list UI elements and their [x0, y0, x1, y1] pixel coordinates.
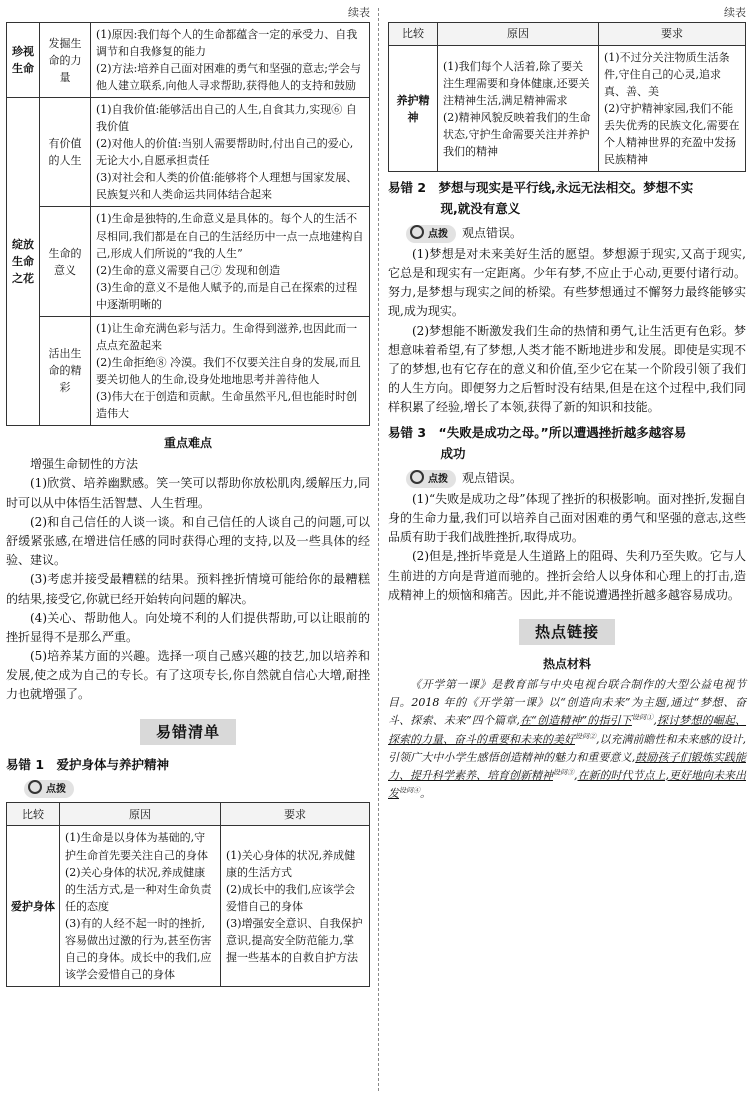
col-header: 比较: [7, 803, 60, 826]
paragraph: (3)考虑并接受最糟糕的结果。预料挫折情境可能给你的最糟糕的结果,接受它,你就已经开始转向问题的解决。: [6, 572, 370, 606]
error2-title: 易错 2 梦想与现实是平行线,永远无法相交。梦想不实 现,就没有意义: [388, 180, 694, 216]
cell-content: (1)原因:我们每个人的生命都蕴含一定的承受力、自我调节和自我修复的能力 (2)方法:培养自己面对困难的勇气和坚强的意志;学会与他人建立联系,向他人寻求帮助,获得他人的支持和鼓励: [91, 23, 370, 98]
left-column: [6, 0, 370, 987]
sub-label: 生命的意义: [40, 207, 91, 316]
right-column: [388, 0, 746, 803]
paragraph: (2)梦想能不断激发我们生命的热情和勇气,让生活更有色彩。梦想意味着希望,有了梦想,人类才能不断地进步和发展。即使是实现不了的梦想,也有它存在的意义和价值,至少它在某一个阶段引领了我们的人生方向。即便努力之后暂时没有结果,但是在这个过程中,我们同样积累了经验,增长了本领,获得了新的知识和技能。: [388, 323, 746, 415]
sub-label: 活出生命的精彩: [40, 316, 91, 425]
paragraph: (2)和自己信任的人谈一谈。和自己信任的人谈自己的问题,可以舒缓紧张感,在增进信任感的同时获得心理的支持,以及一些具体的经验、建议。: [6, 514, 370, 568]
bulb-icon: [410, 470, 424, 484]
error3-title: 易错 3 “失败是成功之母。”所以遭遇挫折越多越容易 成功: [388, 425, 687, 462]
cell-content: (1)关心身体的状况,养成健康的生活方式 (2)成长中的我们,应该学会爱惜自己的身体 (3)增强安全意识、自我保护意识,提高安全防范能力,掌握一些基本的自救自护方法: [221, 826, 370, 986]
col-header: 原因: [60, 803, 221, 826]
tip-badge: 点拨: [24, 780, 74, 798]
badge-row: [388, 224, 746, 243]
key-points-heading: 增强生命韧性的方法: [30, 457, 139, 472]
mistakes-banner: 易错清单: [140, 719, 236, 745]
cell-content: (1)自我价值:能够活出自己的人生,自食其力,实现⑥ 自我价值 (2)对他人的价值:当别人需要帮助时,付出自己的爱心,无论大小,自愿承担责任 (3)对社会和人类的价值:能够将个人理想与国家发展、民族复兴和人类命运共同体结合起来: [91, 98, 370, 207]
paragraph: (1)欣赏、培养幽默感。笑一笑可以帮助你放松肌肉,缓解压力,同时可以从中体悟生活智慧、人生哲理。: [6, 476, 370, 510]
cell-content: (1)生命是独特的,生命意义是具体的。每个人的生活不尽相同,我们都是在自己的生活经历中一点一点地建构自己,形成人们所说的“我的人生” (2)生命的意义需要自己⑦ 发现和创造 (3)生命的意义不是他人赋予的,而是自己在探索的过程中逐渐明晰的: [91, 207, 370, 316]
badge-note: 观点错误。: [462, 225, 523, 240]
table-row: [7, 98, 370, 207]
continued-table: [388, 22, 746, 172]
paragraph: (4)关心、帮助他人。向处境不利的人们提供帮助,可以让眼前的挫折显得不是那么严重。: [6, 610, 370, 644]
tip-badge: 点拨: [406, 225, 456, 243]
cell-content: (1)我们每个人活着,除了要关注生理需要和身体健康,还要关注精神生活,满足精神需求 (2)精神风貌反映着我们的生命状态,守护生命需要关注并养护我们的精神: [438, 46, 599, 172]
group-label: 珍视生命: [7, 23, 40, 98]
badge-row: [6, 779, 370, 798]
tip-badge: 点拨: [406, 470, 456, 488]
table-row: [389, 46, 746, 172]
paragraph: (1)“失败是成功之母”体现了挫折的积极影响。面对挫折,发掘自身的生命力量,我们可以培养自己面对困难的勇气和坚强的意志,这些品质有助于我们战胜挫折,取得成功。: [388, 491, 746, 545]
sub-label: 有价值的人生: [40, 98, 91, 207]
hot-material: 《开学第一课》是教育部与中央电视台联合制作的大型公益电视节目。2018 年的《开学第一课》以“创造向未来”为主题,通过“梦想、奋斗、探索、未来”四个篇章,在“创造精神”的指引下$^{设问①}$,探讨梦想的崛起、探索的力量、奋斗的重要和未来的美好$^{设问②}$,以充满前瞻性和未来感的设计,引领广大中小学生感悟创造精神的魅力和重要意义,鼓励孩子们锻炼实践能力、提升科学素养、培育创新精神$^{设问③}$,在新的时代节点上,更好地向未来出发$^{设问④}$。: [388, 678, 747, 801]
cell-content: (1)不过分关注物质生活条件,守住自己的心灵,追求真、善、美 (2)守护精神家园,我们不能丢失优秀的民族文化,需要在个人精神世界的充盈中发扬民族精神: [599, 46, 746, 172]
table-row: [7, 207, 370, 316]
error1-title: 易错 1 爱护身体与养护精神: [6, 756, 170, 772]
group-label: 绽放生命之花: [7, 98, 40, 426]
column-divider: [378, 8, 379, 1091]
continued-label: 续表: [348, 6, 370, 19]
hot-banner: 热点链接: [519, 619, 615, 645]
paragraph: (5)培养某方面的兴趣。选择一项自己感兴趣的技艺,加以培养和发展,使之成为自己的专长。有了这项专长,你自然就自信心大增,耐挫力也就增强了。: [6, 649, 370, 702]
col-header: 要求: [221, 803, 370, 826]
table-row: [7, 23, 370, 98]
table-row: [7, 316, 370, 425]
col-header: 比较: [389, 23, 438, 46]
hot-title: 热点材料: [542, 657, 591, 672]
col-header: 原因: [438, 23, 599, 46]
cell-content: (1)生命是以身体为基础的,守护生命首先要关注自己的身体 (2)关心身体的状况,养成健康的生活方式,是一种对生命负责任的态度 (3)有的人经不起一时的挫折,容易做出过激的行为,甚至伤害自己的身体。成长中的我们,应该学会爱惜自己的身体: [60, 826, 221, 986]
col-header: 要求: [599, 23, 746, 46]
row-label: 爱护身体: [7, 826, 60, 986]
cell-content: (1)让生命充满色彩与活力。生命得到滋养,也因此而一点点充盈起来 (2)生命拒绝⑧ 冷漠。我们不仅要关注自身的发展,而且要关切他人的生命,设身处地地思考并善待他人 (3)伟大在于创造和贡献。生命虽然平凡,但也能时时创造伟大: [91, 316, 370, 425]
badge-row: [388, 469, 746, 488]
continued-label: 续表: [724, 6, 746, 19]
paragraph: (2)但是,挫折毕竟是人生道路上的阻碍、失利乃至失败。它与人生前进的方向是背道而驰的。挫折会给人以身体和心理上的打击,造成精神上的烦恼和痛苦。因此,并不能说遭遇挫折越多越容易成功。: [388, 549, 746, 602]
error1-table: [6, 802, 370, 986]
table-row: [7, 826, 370, 986]
key-points-title: 重点难点: [163, 436, 212, 451]
table-header-row: [7, 803, 370, 826]
badge-note: 观点错误。: [462, 470, 523, 485]
row-label: 养护精神: [389, 46, 438, 172]
bulb-icon: [28, 780, 42, 794]
sub-label: 发掘生命的力量: [40, 23, 91, 98]
summary-table: [6, 22, 370, 426]
paragraph: (1)梦想是对未来美好生活的愿望。梦想源于现实,又高于现实,它总是和现实有一定距离。少年有梦,不应止于心动,更要付诸行动。努力,是梦想与现实之间的桥梁。有些梦想通过不懈努力最终能够实现,成为现实。: [388, 246, 746, 319]
table-header-row: [389, 23, 746, 46]
bulb-icon: [410, 225, 424, 239]
